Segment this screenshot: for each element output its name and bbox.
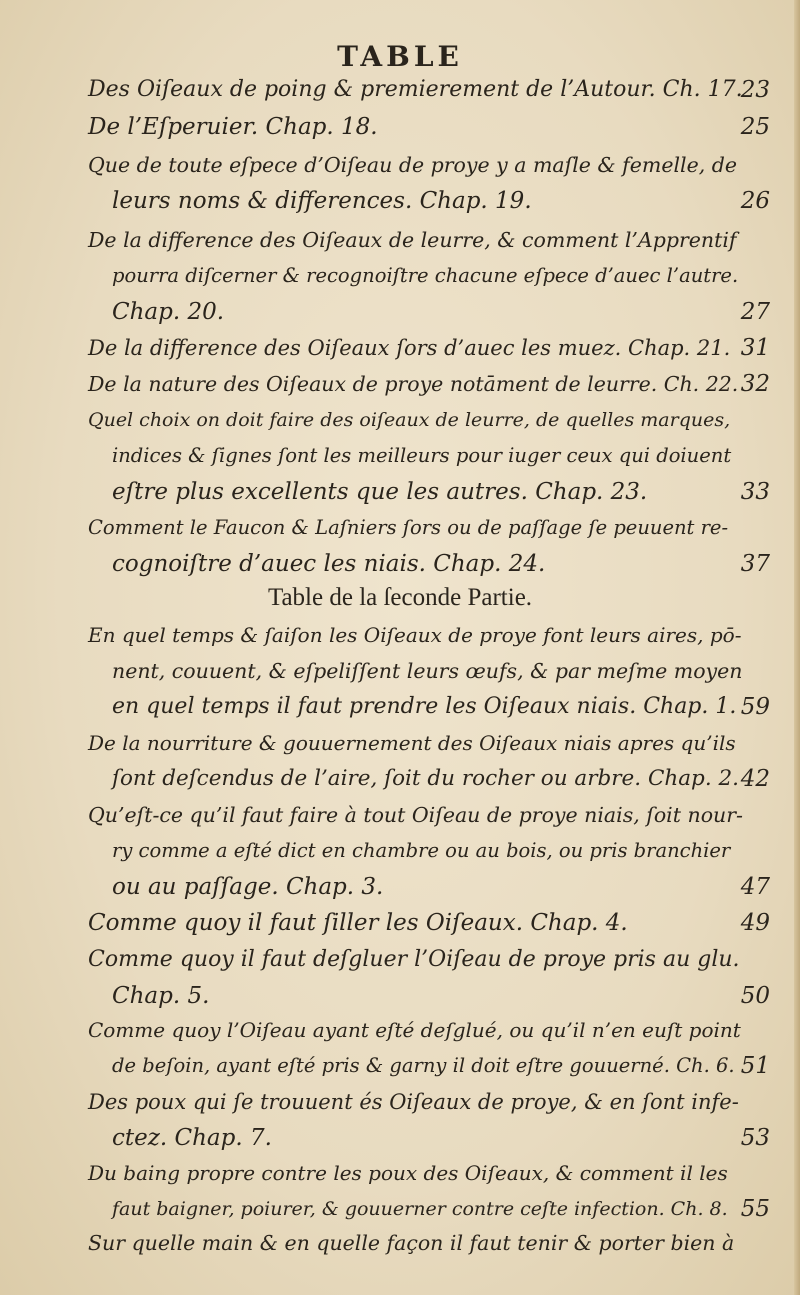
toc-entry-line: Des Oiſeaux de poing & premierement de l’Autour. Ch. 17.	[88, 77, 743, 102]
toc-entry-line: faut baigner, poiurer, & gouuerner contre ceſte infection. Ch. 8.	[112, 1198, 728, 1220]
toc-entry-line: indices & ſignes ſont les meilleurs pour iuger ceux qui doiuent	[112, 444, 732, 467]
running-head: TABLE	[337, 40, 463, 73]
toc-entry-line: nent, couuent, & eſpeliſſent leurs œufs, & par meſme moyen	[112, 659, 743, 683]
toc-entry-line: pourra diſcerner & recognoiſtre chacune eſpece d’auec l’autre.	[112, 264, 739, 287]
toc-page-number: 55	[740, 1196, 770, 1222]
toc-entry-line: Comme quoy l’Oiſeau ayant eſté deſglué, ou qu’il n’en euſt point	[88, 1018, 741, 1042]
toc-entry-line: ry comme a eſté dict en chambre ou au bois, ou pris branchier	[112, 839, 731, 862]
toc-page-number: 49	[740, 910, 770, 936]
toc-entry-line: Comme quoy il faut ſiller les Oiſeaux. Chap. 4.	[88, 910, 628, 936]
toc-entry-line: Quel choix on doit faire des oiſeaux de leurre, de quelles marques,	[88, 409, 731, 431]
toc-entry-line: Du baing propre contre les poux des Oiſeaux, & comment il les	[88, 1161, 728, 1185]
toc-page-number: 50	[740, 983, 770, 1009]
toc-entry-line: De la difference des Oiſeaux de leurre, & comment l’Apprentif	[88, 228, 737, 252]
toc-entry-line: Que de toute eſpece d’Oiſeau de proye y a maſle & femelle, de	[88, 153, 738, 177]
section-title: Table de la ſeconde Partie.	[267, 584, 533, 611]
toc-page-number: 33	[740, 479, 770, 505]
toc-entry-line: De l’Eſperuier. Chap. 18.	[88, 114, 378, 140]
toc-entry-line: ſont deſcendus de l’aire, ſoit du rocher ou arbre. Chap. 2.	[112, 766, 740, 791]
toc-entry-line: Sur quelle main & en quelle façon il faut tenir & porter bien à	[88, 1231, 735, 1255]
toc-entry-line: De la nature des Oiſeaux de proye notāment de leurre. Ch. 22.	[88, 372, 739, 396]
toc-entry-line: Chap. 5.	[112, 983, 210, 1009]
toc-entry-line: ctez. Chap. 7.	[112, 1125, 272, 1151]
toc-entry-line: En quel temps & ſaiſon les Oiſeaux de proye font leurs aires, pō-	[88, 623, 742, 647]
toc-entry-line: leurs noms & differences. Chap. 19.	[112, 188, 532, 214]
toc-entry-line: Chap. 20.	[112, 299, 225, 325]
toc-page-number: 42	[740, 766, 770, 792]
toc-entry-line: ou au paſſage. Chap. 3.	[112, 874, 384, 900]
toc-page-number: 32	[740, 371, 770, 397]
toc-page-number: 23	[740, 77, 770, 103]
toc-entry-line: cognoiſtre d’auec les niais. Chap. 24.	[112, 551, 546, 577]
toc-page-number: 53	[740, 1125, 770, 1151]
toc-entry-line: en quel temps il faut prendre les Oiſeaux niais. Chap. 1.	[112, 694, 737, 719]
toc-entry-line: De la nourriture & gouuernement des Oiſeaux niais apres qu’ils	[88, 731, 736, 755]
toc-entry-line: Comme quoy il faut deſgluer l’Oiſeau de proye pris au glu.	[88, 947, 740, 972]
toc-page-number: 26	[740, 188, 770, 214]
toc-page-number: 37	[740, 551, 770, 577]
toc-entry-line: de beſoin, ayant eſté pris & garny il doit eſtre gouuerné. Ch. 6.	[112, 1054, 735, 1077]
toc-page-number: 31	[740, 335, 770, 361]
toc-page-number: 27	[740, 299, 770, 325]
toc-entry-line: Qu’eſt-ce qu’il faut faire à tout Oiſeau de proye niais, ſoit nour-	[88, 803, 743, 827]
toc-entry-line: Comment le Faucon & Laſniers ſors ou de paſſage ſe peuuent re-	[88, 516, 729, 539]
toc-entry-line: eſtre plus excellents que les autres. Chap. 23.	[112, 479, 648, 505]
toc-entry-line: De la difference des Oiſeaux ſors d’auec les muez. Chap. 21.	[88, 336, 731, 360]
toc-page-number: 25	[740, 114, 770, 140]
toc-entry-line: Des poux qui ſe trouuent és Oiſeaux de proye, & en ſont infe-	[88, 1090, 739, 1114]
toc-page-number: 59	[740, 694, 770, 720]
page-edge	[794, 0, 800, 1295]
toc-page-number: 51	[740, 1053, 770, 1079]
toc-page-number: 47	[740, 874, 770, 900]
